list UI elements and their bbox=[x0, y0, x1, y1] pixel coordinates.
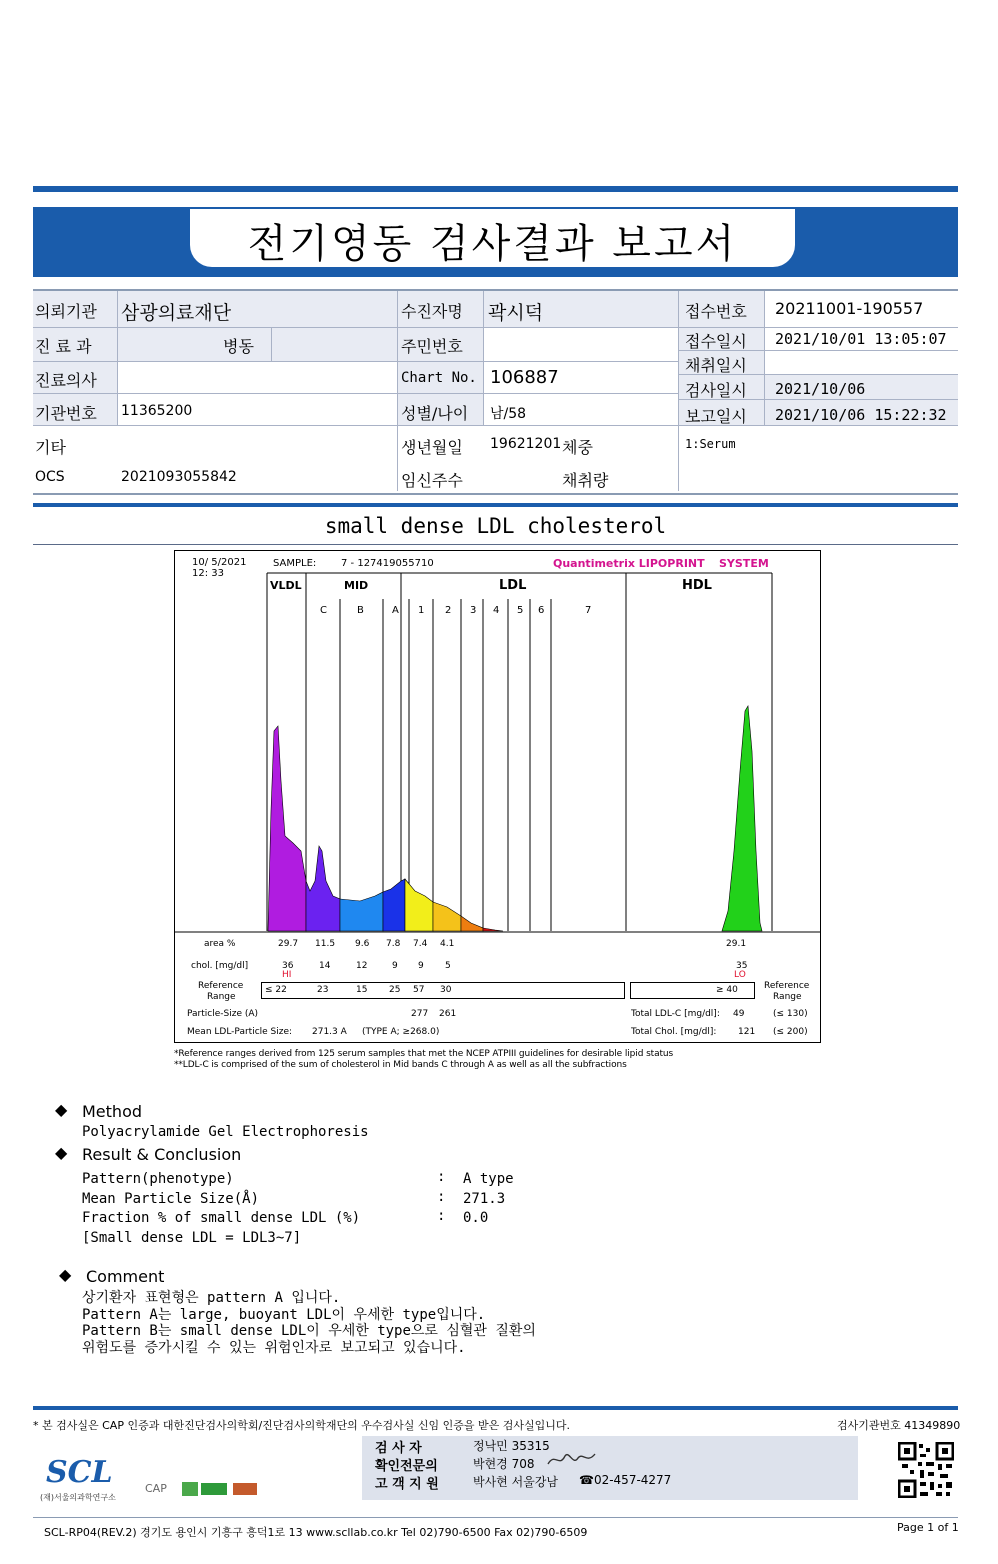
sex-age-value: 남/58 bbox=[490, 406, 527, 422]
org-no-value: 11365200 bbox=[121, 403, 193, 419]
comment-line: 위험도를 증가시킬 수 있는 위험인자로 보고되고 있습니다. bbox=[82, 1340, 466, 1356]
test-date-value: 2021/10/06 bbox=[775, 380, 866, 398]
band-1: 1 bbox=[418, 605, 425, 616]
cert-note: * 본 검사실은 CAP 인증과 대한진단검사의학회/진단검사의학재단의 우수검사실 신임 인증을 받은 검사실입니다. bbox=[33, 1419, 571, 1432]
ref-value: ≤ 22 bbox=[265, 985, 287, 995]
chol-value: 9 bbox=[392, 961, 398, 971]
chart-no-label: Chart No. bbox=[401, 370, 477, 386]
chol-label: chol. [mg/dl] bbox=[191, 961, 249, 971]
result-label: Mean Particle Size(Å) bbox=[82, 1191, 260, 1207]
brand-name: Quantimetrix LIPOPRINT bbox=[553, 557, 705, 570]
ref-value: 23 bbox=[317, 985, 329, 995]
diamond-icon: ◆ bbox=[59, 1265, 72, 1284]
total-chol-label: Total Chol. [mg/dl]: bbox=[631, 1027, 717, 1037]
result-label: Fraction % of small dense LDL (%) bbox=[82, 1210, 361, 1226]
volume-label: 채취량 bbox=[562, 471, 609, 490]
chart-no-value: 106887 bbox=[490, 367, 559, 388]
ref-label-top: Reference bbox=[198, 981, 244, 991]
customer-label: 고 객 지 원 bbox=[375, 1477, 439, 1492]
accreditation-icon bbox=[201, 1483, 227, 1495]
ocs-label: OCS bbox=[35, 469, 65, 485]
ref-value: 30 bbox=[440, 985, 452, 995]
comment-line: Pattern A는 large, buoyant LDL이 우세한 type입니다. bbox=[82, 1307, 486, 1323]
ref-value: 15 bbox=[356, 985, 368, 995]
particle-value: 261 bbox=[439, 1009, 457, 1019]
band-c: C bbox=[320, 605, 327, 616]
ocs-value: 2021093055842 bbox=[121, 469, 237, 485]
scl-logo: SCL bbox=[46, 1455, 113, 1490]
area-hdl: 29.1 bbox=[726, 939, 747, 949]
chol-value: 14 bbox=[319, 961, 331, 971]
sample-label: SAMPLE: bbox=[273, 558, 317, 569]
confirm-label: 확인전문의 bbox=[375, 1459, 438, 1474]
ref-hdl: ≥ 40 bbox=[716, 985, 738, 995]
ref-value: 25 bbox=[389, 985, 401, 995]
accreditation-icon bbox=[233, 1483, 257, 1495]
band-b: B bbox=[357, 605, 364, 616]
method-text: Polyacrylamide Gel Electrophoresis bbox=[82, 1124, 369, 1140]
band-6: 6 bbox=[538, 605, 545, 616]
result-value: 271.3 bbox=[463, 1191, 506, 1207]
particle-value: 277 bbox=[411, 1009, 429, 1019]
report-date-value: 2021/10/06 15:22:32 bbox=[775, 406, 947, 424]
signature bbox=[545, 1448, 600, 1472]
ref-label-bottom: Range bbox=[207, 992, 236, 1002]
patient-label: 수진자명 bbox=[401, 302, 463, 321]
section-underline bbox=[33, 544, 958, 545]
chol-hdl: 35 bbox=[736, 961, 748, 971]
result-colon: : bbox=[437, 1169, 446, 1185]
chart-date: 10/ 5/2021 bbox=[192, 557, 247, 568]
weight-label: 체중 bbox=[562, 438, 593, 457]
area-value: 7.8 bbox=[386, 939, 401, 949]
lab-number: 검사기관번호 41349890 bbox=[837, 1419, 961, 1432]
dept-label: 진 료 과 bbox=[35, 337, 92, 356]
result-label: Pattern(phenotype) bbox=[82, 1171, 234, 1187]
diamond-icon: ◆ bbox=[55, 1143, 68, 1162]
group-ldl: LDL bbox=[499, 578, 527, 593]
ref-label-right-bottom: Range bbox=[773, 992, 802, 1002]
page-title: 전기영동 검사결과 보고서 bbox=[247, 221, 738, 267]
chol-value: 9 bbox=[418, 961, 424, 971]
comment-line: Pattern B는 small dense LDL이 우세한 type으로 심혈관 질환의 bbox=[82, 1323, 536, 1339]
receipt-no-value: 20211001-190557 bbox=[775, 299, 924, 318]
section-rule bbox=[33, 503, 958, 507]
footer-divider bbox=[33, 1517, 958, 1518]
group-hdl: HDL bbox=[682, 578, 712, 593]
group-mid: MID bbox=[344, 579, 369, 592]
total-ldl-label: Total LDL-C [mg/dl]: bbox=[631, 1009, 720, 1019]
footnote-1: *Reference ranges derived from 125 serum samples that met the NCEP ATPIII guidelines for desirable lipid status bbox=[174, 1049, 674, 1059]
org-no-label: 기관번호 bbox=[35, 404, 97, 423]
page-number: Page 1 of 1 bbox=[897, 1521, 959, 1534]
receipt-date-value: 2021/10/01 13:05:07 bbox=[775, 330, 947, 348]
doctor-label: 진료의사 bbox=[35, 371, 97, 390]
result-value: A type bbox=[463, 1171, 514, 1187]
confirm-value: 박현경 708 bbox=[473, 1457, 535, 1471]
customer-value: 박사현 서울강남 bbox=[473, 1475, 558, 1489]
band-5: 5 bbox=[517, 605, 524, 616]
mean-label: Mean LDL-Particle Size: bbox=[187, 1027, 293, 1037]
specimen-value: 1:Serum bbox=[685, 437, 736, 451]
ref-label-right-top: Reference bbox=[764, 981, 810, 991]
band-7: 7 bbox=[585, 605, 592, 616]
institution-label: 의뢰기관 bbox=[35, 302, 97, 321]
customer-phone: ☎02-457-4277 bbox=[579, 1473, 672, 1487]
area-value: 29.7 bbox=[278, 939, 299, 949]
chol-value: 36 bbox=[282, 961, 294, 971]
report-date-label: 보고일시 bbox=[685, 407, 747, 426]
diamond-icon: ◆ bbox=[55, 1100, 68, 1119]
electrophoresis-plot bbox=[175, 551, 820, 1042]
test-date-label: 검사일시 bbox=[685, 381, 747, 400]
mean-type: (TYPE A; ≥268.0) bbox=[362, 1027, 440, 1037]
scl-logo-sub: (재)서울의과학연구소 bbox=[40, 1493, 116, 1502]
receipt-date-label: 접수일시 bbox=[685, 332, 747, 351]
total-ldl-ref: (≤ 130) bbox=[773, 1009, 808, 1019]
area-value: 4.1 bbox=[440, 939, 455, 949]
tester-value: 정낙민 35315 bbox=[473, 1439, 550, 1453]
tester-label: 검 사 자 bbox=[375, 1441, 422, 1456]
area-label: area % bbox=[204, 939, 236, 949]
chol-value: 12 bbox=[356, 961, 368, 971]
receipt-no-label: 접수번호 bbox=[685, 302, 747, 321]
section-title: small dense LDL cholesterol bbox=[324, 514, 667, 538]
accreditation-icon bbox=[182, 1482, 198, 1496]
collect-date-label: 채취일시 bbox=[685, 356, 747, 375]
footer-rule bbox=[33, 1406, 958, 1410]
result-colon: : bbox=[437, 1208, 446, 1224]
mean-value: 271.3 A bbox=[312, 1027, 347, 1037]
comment-line: 상기환자 표현형은 pattern A 입니다. bbox=[82, 1290, 341, 1306]
resident-label: 주민번호 bbox=[401, 337, 463, 356]
pregnancy-label: 임신주수 bbox=[401, 471, 463, 490]
chol-value: 5 bbox=[445, 961, 451, 971]
band-a: A bbox=[392, 605, 399, 616]
method-title: Method bbox=[82, 1102, 143, 1121]
etc-label: 기타 bbox=[35, 438, 66, 457]
brand-suffix: SYSTEM bbox=[719, 557, 769, 570]
band-4: 4 bbox=[493, 605, 500, 616]
qr-code-icon bbox=[898, 1442, 954, 1498]
particle-label: Particle-Size (A) bbox=[187, 1009, 259, 1019]
result-note: [Small dense LDL = LDL3~7] bbox=[82, 1230, 302, 1246]
footnote-2: **LDL-C is comprised of the sum of cholesterol in Mid bands C through A as well as all the subfractions bbox=[174, 1060, 627, 1070]
hi-flag: HI bbox=[282, 970, 292, 980]
total-ldl-value: 49 bbox=[733, 1009, 745, 1019]
info-grid bbox=[33, 289, 958, 495]
total-chol-ref: (≤ 200) bbox=[773, 1027, 808, 1037]
group-vldl: VLDL bbox=[270, 579, 302, 592]
birth-label: 생년월일 bbox=[401, 438, 463, 457]
chart-time: 12: 33 bbox=[192, 568, 224, 579]
institution-value: 삼광의료재단 bbox=[121, 302, 232, 324]
area-value: 11.5 bbox=[315, 939, 336, 949]
birth-value: 19621201 bbox=[490, 436, 562, 452]
lo-flag: LO bbox=[734, 970, 746, 980]
lipoprint-chart bbox=[174, 550, 821, 1043]
cap-logo: CAP bbox=[145, 1482, 167, 1495]
result-title: Result & Conclusion bbox=[82, 1145, 242, 1164]
patient-value: 곽시덕 bbox=[488, 302, 544, 324]
sex-age-label: 성별/나이 bbox=[401, 404, 469, 423]
top-rule bbox=[33, 186, 958, 192]
sample-value: 7 - 127419055710 bbox=[341, 558, 434, 569]
band-3: 3 bbox=[470, 605, 477, 616]
band-2: 2 bbox=[445, 605, 452, 616]
dept-value: 병동 bbox=[223, 337, 254, 356]
area-value: 7.4 bbox=[413, 939, 428, 949]
area-value: 9.6 bbox=[355, 939, 370, 949]
comment-title: Comment bbox=[86, 1267, 165, 1286]
total-chol-value: 121 bbox=[738, 1027, 756, 1037]
ref-value: 57 bbox=[413, 985, 425, 995]
result-colon: : bbox=[437, 1189, 446, 1205]
address: SCL-RP04(REV.2) 경기도 용인시 기흥구 흥덕1로 13 www.scllab.co.kr Tel 02)790-6500 Fax 02)790-6509 bbox=[44, 1526, 588, 1539]
result-value: 0.0 bbox=[463, 1210, 489, 1226]
